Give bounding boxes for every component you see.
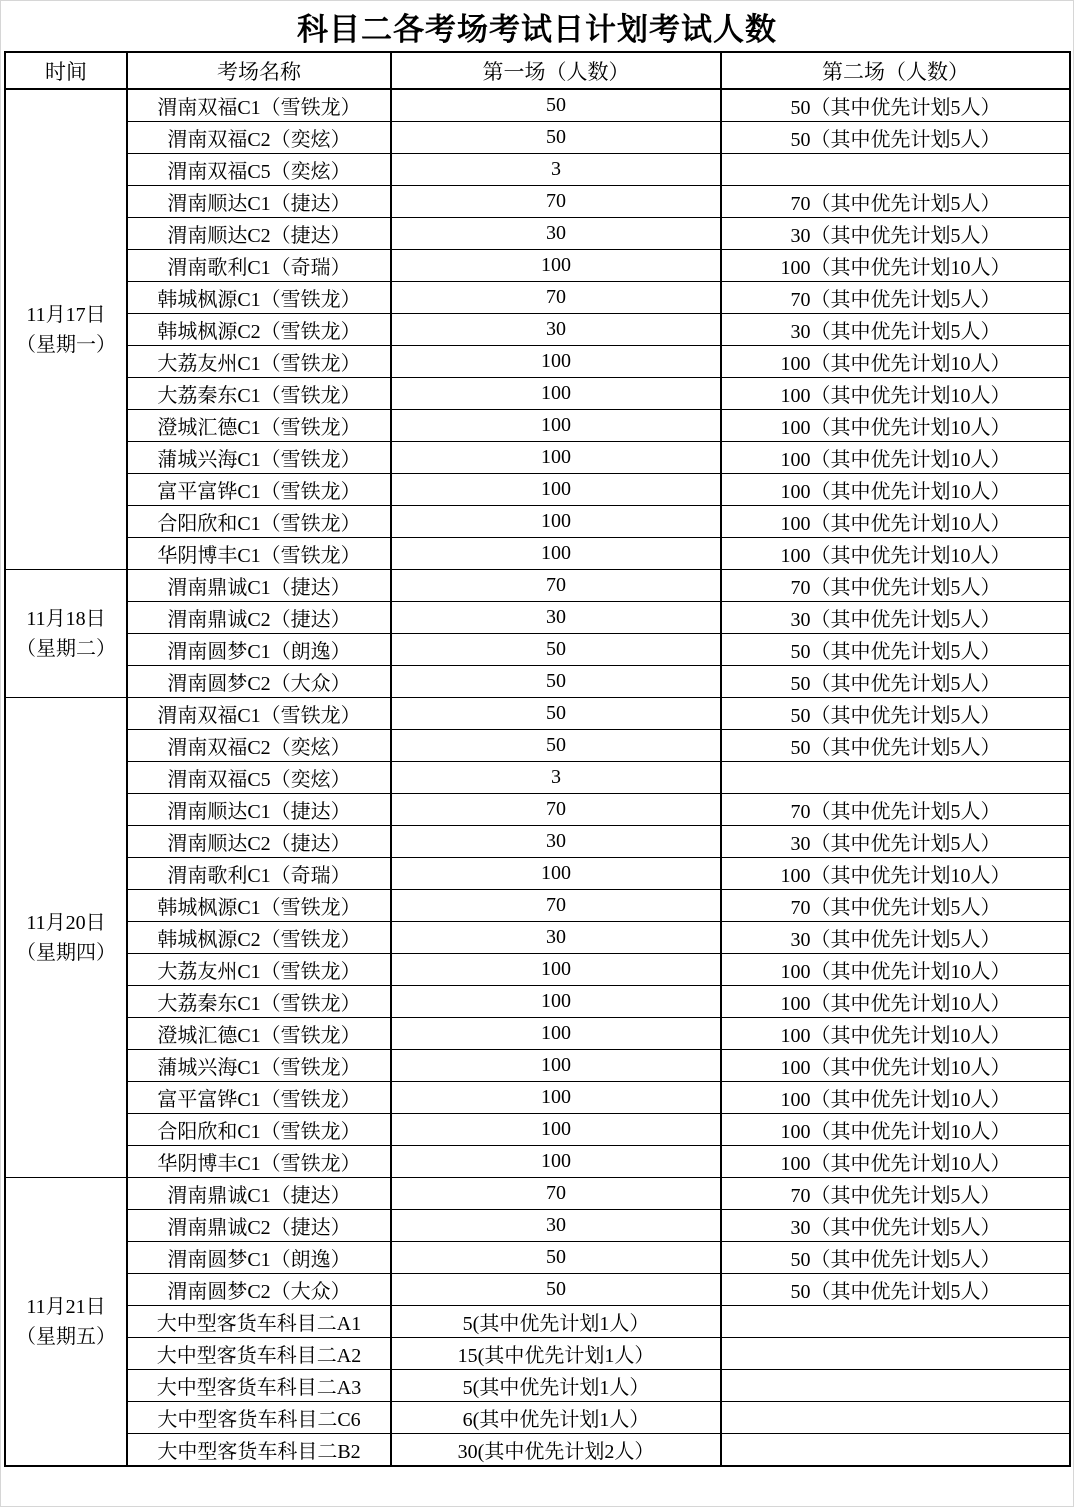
table-row (5, 826, 1070, 858)
table-row (5, 506, 1070, 538)
session2-cell: 30（其中优先计划5人） (721, 1210, 1070, 1242)
session1-cell: 30 (391, 218, 721, 250)
session2-cell: 100（其中优先计划10人） (721, 1146, 1070, 1178)
table-row (5, 1018, 1070, 1050)
table-row (5, 1210, 1070, 1242)
table-row (5, 1082, 1070, 1114)
venue-cell: 蒲城兴海C1（雪铁龙） (127, 1050, 391, 1082)
session2-cell: 100（其中优先计划10人） (721, 858, 1070, 890)
session2-cell: 100（其中优先计划10人） (721, 954, 1070, 986)
column-header-venue: 考场名称 (127, 52, 391, 89)
session1-cell: 70 (391, 570, 721, 602)
venue-cell: 渭南双福C1（雪铁龙） (127, 89, 391, 122)
table-row (5, 538, 1070, 570)
venue-cell: 渭南双福C2（奕炫） (127, 122, 391, 154)
session1-cell: 15(其中优先计划1人） (391, 1338, 721, 1370)
page-title: 科目二各考场考试日计划考试人数 (297, 11, 777, 47)
session1-cell: 30(其中优先计划2人） (391, 1434, 721, 1467)
venue-cell: 大中型客货车科目二A3 (127, 1370, 391, 1402)
venue-cell: 合阳欣和C1（雪铁龙） (127, 506, 391, 538)
session2-cell: 50（其中优先计划5人） (721, 730, 1070, 762)
date-text: 11月17日 (26, 303, 106, 326)
table-row (5, 890, 1070, 922)
table-row (5, 314, 1070, 346)
venue-cell: 大荔秦东C1（雪铁龙） (127, 378, 391, 410)
session1-cell: 50 (391, 634, 721, 666)
session1-cell: 70 (391, 282, 721, 314)
session1-cell: 6(其中优先计划1人） (391, 1402, 721, 1434)
session1-cell: 100 (391, 410, 721, 442)
session2-cell (721, 762, 1070, 794)
column-header-time: 时间 (5, 52, 127, 89)
venue-cell: 大中型客货车科目二B2 (127, 1434, 391, 1467)
table-row (5, 122, 1070, 154)
session1-cell: 50 (391, 1242, 721, 1274)
session2-cell (721, 1306, 1070, 1338)
header-row (5, 52, 1070, 89)
date-text: 11月18日 (26, 607, 106, 630)
session1-cell: 100 (391, 858, 721, 890)
date-cell (5, 89, 127, 570)
weekday-text: （星期五） (16, 1325, 116, 1348)
session2-cell: 100（其中优先计划10人） (721, 1082, 1070, 1114)
session1-cell: 5(其中优先计划1人） (391, 1370, 721, 1402)
session1-cell: 100 (391, 442, 721, 474)
session2-cell: 50（其中优先计划5人） (721, 1274, 1070, 1306)
venue-cell: 澄城汇德C1（雪铁龙） (127, 410, 391, 442)
session2-cell: 100（其中优先计划10人） (721, 1018, 1070, 1050)
session1-cell: 30 (391, 1210, 721, 1242)
session1-cell: 50 (391, 89, 721, 122)
venue-cell: 渭南圆梦C2（大众） (127, 666, 391, 698)
venue-cell: 韩城枫源C1（雪铁龙） (127, 890, 391, 922)
session1-cell: 100 (391, 378, 721, 410)
venue-cell: 华阴博丰C1（雪铁龙） (127, 538, 391, 570)
table-row (5, 154, 1070, 186)
session1-cell: 70 (391, 186, 721, 218)
date-text: 11月21日 (26, 1295, 106, 1318)
session2-cell (721, 1402, 1070, 1434)
table-row (5, 1338, 1070, 1370)
venue-cell: 大中型客货车科目二A1 (127, 1306, 391, 1338)
table-row (5, 1370, 1070, 1402)
session2-cell: 30（其中优先计划5人） (721, 826, 1070, 858)
session2-cell: 50（其中优先计划5人） (721, 698, 1070, 730)
date-cell (5, 1178, 127, 1467)
table-row (5, 762, 1070, 794)
venue-cell: 华阴博丰C1（雪铁龙） (127, 1146, 391, 1178)
table-row (5, 1146, 1070, 1178)
session2-cell: 100（其中优先计划10人） (721, 538, 1070, 570)
venue-cell: 大荔友州C1（雪铁龙） (127, 954, 391, 986)
session1-cell: 50 (391, 666, 721, 698)
venue-cell: 韩城枫源C2（雪铁龙） (127, 922, 391, 954)
date-cell (5, 698, 127, 1178)
session1-cell: 100 (391, 1050, 721, 1082)
table-row (5, 250, 1070, 282)
session1-cell: 100 (391, 1018, 721, 1050)
venue-cell: 大中型客货车科目二A2 (127, 1338, 391, 1370)
table-row (5, 666, 1070, 698)
table-row (5, 570, 1070, 602)
session2-cell: 100（其中优先计划10人） (721, 378, 1070, 410)
session2-cell: 70（其中优先计划5人） (721, 186, 1070, 218)
session2-cell: 50（其中优先计划5人） (721, 666, 1070, 698)
table-row (5, 346, 1070, 378)
session1-cell: 50 (391, 698, 721, 730)
session1-cell: 30 (391, 922, 721, 954)
venue-cell: 澄城汇德C1（雪铁龙） (127, 1018, 391, 1050)
venue-cell: 富平富铧C1（雪铁龙） (127, 1082, 391, 1114)
session2-cell: 100（其中优先计划10人） (721, 250, 1070, 282)
venue-cell: 渭南双福C5（奕炫） (127, 762, 391, 794)
table-row (5, 1274, 1070, 1306)
table-row (5, 218, 1070, 250)
weekday-text: （星期四） (16, 941, 116, 964)
session1-cell: 100 (391, 538, 721, 570)
column-header-session2: 第二场（人数） (721, 52, 1070, 89)
table-row (5, 1402, 1070, 1434)
session2-cell (721, 1338, 1070, 1370)
venue-cell: 渭南顺达C2（捷达） (127, 826, 391, 858)
table-row (5, 1050, 1070, 1082)
session2-cell: 100（其中优先计划10人） (721, 986, 1070, 1018)
session2-cell: 100（其中优先计划10人） (721, 442, 1070, 474)
venue-cell: 韩城枫源C1（雪铁龙） (127, 282, 391, 314)
weekday-text: （星期二） (16, 637, 116, 660)
session1-cell: 30 (391, 314, 721, 346)
session1-cell: 50 (391, 1274, 721, 1306)
session2-cell: 50（其中优先计划5人） (721, 634, 1070, 666)
venue-cell: 渭南圆梦C2（大众） (127, 1274, 391, 1306)
venue-cell: 渭南顺达C1（捷达） (127, 186, 391, 218)
session2-cell: 100（其中优先计划10人） (721, 410, 1070, 442)
venue-cell: 渭南鼎诚C2（捷达） (127, 602, 391, 634)
session2-cell: 70（其中优先计划5人） (721, 890, 1070, 922)
venue-cell: 大中型客货车科目二C6 (127, 1402, 391, 1434)
session2-cell: 70（其中优先计划5人） (721, 282, 1070, 314)
session2-cell: 100（其中优先计划10人） (721, 474, 1070, 506)
session2-cell: 50（其中优先计划5人） (721, 1242, 1070, 1274)
session2-cell: 100（其中优先计划10人） (721, 1114, 1070, 1146)
table-row (5, 1306, 1070, 1338)
venue-cell: 渭南双福C2（奕炫） (127, 730, 391, 762)
venue-cell: 渭南圆梦C1（朗逸） (127, 634, 391, 666)
session1-cell: 30 (391, 826, 721, 858)
session1-cell: 100 (391, 506, 721, 538)
session2-cell: 70（其中优先计划5人） (721, 1178, 1070, 1210)
date-text: 11月20日 (26, 911, 106, 934)
table-row (5, 1434, 1070, 1467)
exam-schedule-table (4, 51, 1071, 1467)
venue-cell: 合阳欣和C1（雪铁龙） (127, 1114, 391, 1146)
table-row (5, 442, 1070, 474)
venue-cell: 渭南顺达C1（捷达） (127, 794, 391, 826)
venue-cell: 蒲城兴海C1（雪铁龙） (127, 442, 391, 474)
session1-cell: 70 (391, 1178, 721, 1210)
table-row (5, 602, 1070, 634)
venue-cell: 大荔秦东C1（雪铁龙） (127, 986, 391, 1018)
venue-cell: 渭南鼎诚C1（捷达） (127, 570, 391, 602)
venue-cell: 渭南圆梦C1（朗逸） (127, 1242, 391, 1274)
session2-cell (721, 1434, 1070, 1467)
session1-cell: 100 (391, 954, 721, 986)
table-row (5, 634, 1070, 666)
session2-cell: 30（其中优先计划5人） (721, 218, 1070, 250)
session2-cell: 100（其中优先计划10人） (721, 346, 1070, 378)
table-row (5, 378, 1070, 410)
session2-cell (721, 154, 1070, 186)
venue-cell: 渭南鼎诚C2（捷达） (127, 1210, 391, 1242)
session1-cell: 3 (391, 762, 721, 794)
table-row (5, 922, 1070, 954)
table-row (5, 698, 1070, 730)
session1-cell: 50 (391, 122, 721, 154)
table-row (5, 858, 1070, 890)
venue-cell: 渭南双福C1（雪铁龙） (127, 698, 391, 730)
table-row (5, 986, 1070, 1018)
table-row (5, 1114, 1070, 1146)
venue-cell: 渭南顺达C2（捷达） (127, 218, 391, 250)
table-row (5, 954, 1070, 986)
session1-cell: 100 (391, 346, 721, 378)
venue-cell: 富平富铧C1（雪铁龙） (127, 474, 391, 506)
venue-cell: 大荔友州C1（雪铁龙） (127, 346, 391, 378)
session1-cell: 70 (391, 794, 721, 826)
weekday-text: （星期一） (16, 333, 116, 356)
table-row (5, 282, 1070, 314)
session2-cell: 70（其中优先计划5人） (721, 570, 1070, 602)
venue-cell: 渭南歌利C1（奇瑞） (127, 250, 391, 282)
session1-cell: 100 (391, 250, 721, 282)
session2-cell (721, 1370, 1070, 1402)
session2-cell: 30（其中优先计划5人） (721, 602, 1070, 634)
table-row (5, 794, 1070, 826)
session1-cell: 50 (391, 730, 721, 762)
venue-cell: 渭南双福C5（奕炫） (127, 154, 391, 186)
table-row (5, 474, 1070, 506)
session2-cell: 50（其中优先计划5人） (721, 89, 1070, 122)
session2-cell: 70（其中优先计划5人） (721, 794, 1070, 826)
column-header-session1: 第一场（人数） (391, 52, 721, 89)
table-row (5, 1242, 1070, 1274)
session2-cell: 30（其中优先计划5人） (721, 922, 1070, 954)
session1-cell: 100 (391, 474, 721, 506)
table-row (5, 1178, 1070, 1210)
table-row (5, 730, 1070, 762)
session1-cell: 100 (391, 1082, 721, 1114)
session2-cell: 100（其中优先计划10人） (721, 1050, 1070, 1082)
session1-cell: 100 (391, 1114, 721, 1146)
session1-cell: 3 (391, 154, 721, 186)
session1-cell: 5(其中优先计划1人） (391, 1306, 721, 1338)
venue-cell: 渭南歌利C1（奇瑞） (127, 858, 391, 890)
venue-cell: 渭南鼎诚C1（捷达） (127, 1178, 391, 1210)
table-row (5, 410, 1070, 442)
schedule-table-body (5, 89, 1070, 1466)
table-row (5, 186, 1070, 218)
venue-cell: 韩城枫源C2（雪铁龙） (127, 314, 391, 346)
session2-cell: 100（其中优先计划10人） (721, 506, 1070, 538)
session1-cell: 30 (391, 602, 721, 634)
session2-cell: 30（其中优先计划5人） (721, 314, 1070, 346)
table-row (5, 89, 1070, 122)
session1-cell: 100 (391, 1146, 721, 1178)
session2-cell: 50（其中优先计划5人） (721, 122, 1070, 154)
date-cell (5, 570, 127, 698)
session1-cell: 100 (391, 986, 721, 1018)
session1-cell: 70 (391, 890, 721, 922)
